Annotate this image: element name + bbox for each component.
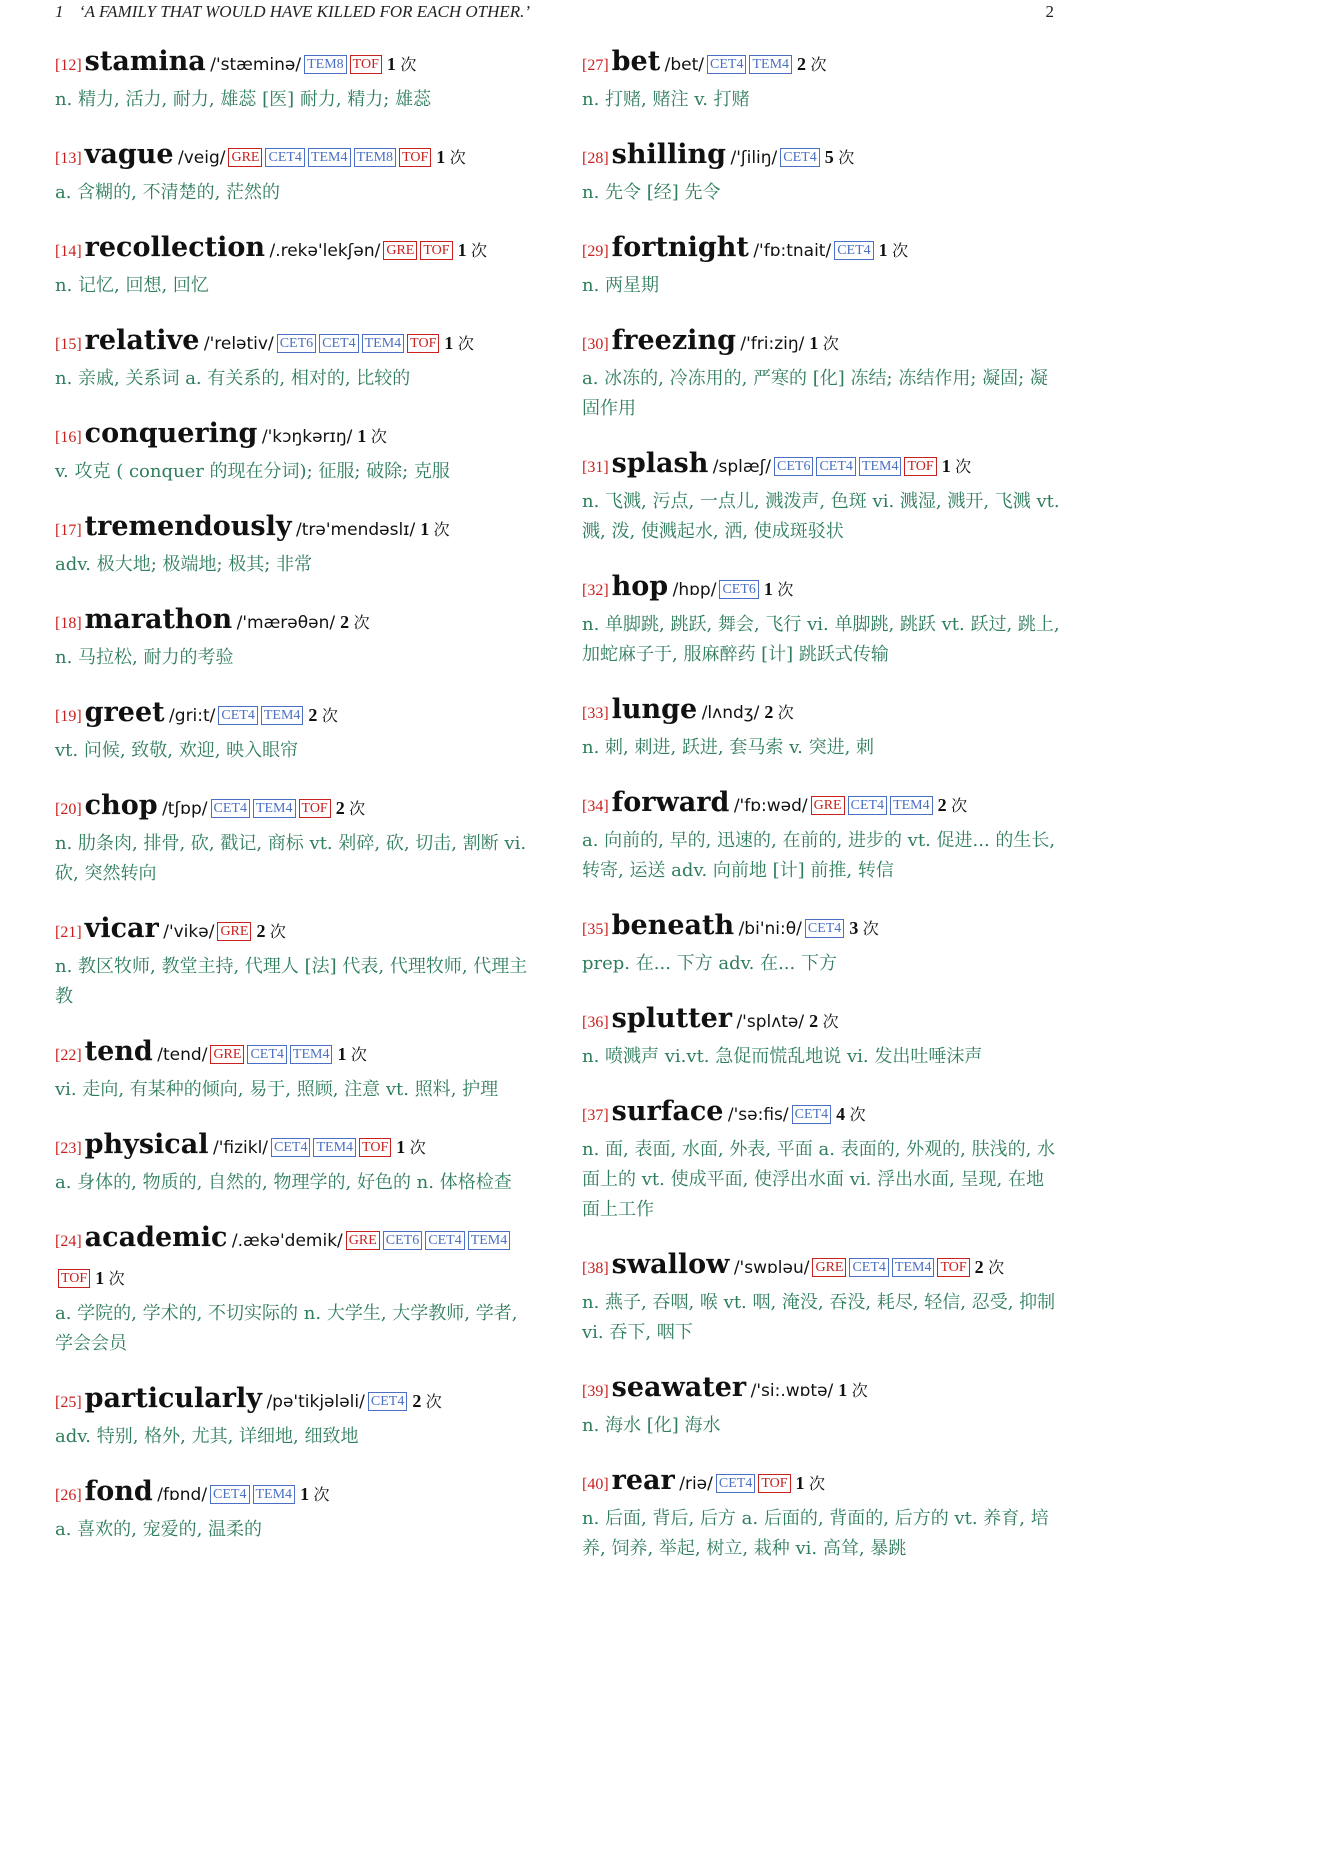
occurrence-count: 3 [849, 918, 859, 938]
entry-index: [37] [582, 1107, 609, 1124]
phonetic: /'si:.wɒtə/ [750, 1381, 834, 1401]
vocab-entry [55, 788, 533, 889]
entry-index: [30] [582, 336, 609, 353]
entry-headline [582, 1463, 1060, 1503]
phonetic: /'relətiv/ [203, 334, 274, 354]
entry-headline [55, 416, 533, 456]
occurrence-count: 2 [937, 795, 947, 815]
exam-tag-tem4: TEM4 [749, 55, 792, 74]
vocab-entry [55, 323, 533, 394]
occurrence-count: 1 [941, 456, 951, 476]
headword: beneath [611, 910, 735, 941]
phonetic: /'fizikl/ [212, 1138, 269, 1158]
vocab-entry [55, 911, 533, 1012]
chapter-title: ‘A FAMILY THAT WOULD HAVE KILLED FOR EACH OTHER.’ [79, 2, 531, 21]
exam-tag-gre: GRE [228, 148, 262, 167]
count-unit: 次 [849, 1105, 866, 1124]
entry-index: [13] [55, 150, 82, 167]
headword: forward [611, 787, 730, 818]
exam-tag-tof: TOF [904, 457, 936, 476]
phonetic: /'sə:fis/ [727, 1105, 789, 1125]
definition: a. 含糊的, 不清楚的, 茫然的 [55, 182, 281, 203]
exam-tag-tem8: TEM8 [304, 55, 347, 74]
occurrence-count: 1 [763, 579, 773, 599]
entry-headline [582, 1001, 1060, 1041]
headword: stamina [84, 46, 206, 77]
exam-tag-tof: TOF [758, 1474, 790, 1493]
entry-headline [582, 323, 1060, 363]
exam-tag-tem4: TEM4 [308, 148, 351, 167]
exam-tag-gre: GRE [383, 241, 417, 260]
exam-tag-cet4: CET4 [425, 1231, 464, 1250]
occurrence-count: 2 [809, 1011, 819, 1031]
occurrence-count: 1 [436, 147, 446, 167]
exam-tag-tem8: TEM8 [354, 148, 397, 167]
exam-tag-cet4: CET4 [805, 919, 844, 938]
exam-tag-cet4: CET4 [780, 148, 819, 167]
entry-index: [14] [55, 243, 82, 260]
definition: n. 单脚跳, 跳跃, 舞会, 飞行 vi. 单脚跳, 跳跃 vt. 跃过, 跳上, 加蛇麻子于, 服麻醉药 [计] 跳跃式传输 [582, 614, 1060, 665]
entry-headline [582, 785, 1060, 825]
headword: fond [84, 1476, 153, 1507]
definition: n. 精力, 活力, 耐力, 雄蕊 [医] 耐力, 精力; 雄蕊 [55, 89, 432, 110]
vocab-entry [55, 695, 533, 766]
phonetic: /tʃɒp/ [162, 799, 208, 819]
vocab-entry [582, 1370, 1060, 1441]
headword: shilling [611, 139, 727, 170]
exam-tag-cet4: CET4 [834, 241, 873, 260]
entry-headline [582, 1370, 1060, 1410]
count-unit: 次 [822, 1012, 839, 1031]
phonetic: /lʌndʒ/ [701, 703, 760, 723]
entry-index: [12] [55, 57, 82, 74]
definition: v. 攻克 ( conquer 的现在分词); 征服; 破除; 克服 [55, 461, 450, 482]
exam-tag-tof: TOF [399, 148, 431, 167]
occurrence-count: 1 [337, 1044, 347, 1064]
phonetic: /.rekə'lekʃən/ [269, 241, 381, 261]
phonetic: /bi'ni:θ/ [738, 919, 802, 939]
phonetic: /riə/ [679, 1474, 713, 1494]
definition: n. 刺, 刺进, 跃进, 套马索 v. 突进, 刺 [582, 737, 875, 758]
occurrence-count: 1 [396, 1137, 406, 1157]
headword: tend [84, 1036, 153, 1067]
entry-headline [55, 1381, 533, 1421]
definition: a. 冰冻的, 冷冻用的, 严寒的 [化] 冻结; 冻结作用; 凝固; 凝固作用 [582, 368, 1048, 419]
headword: vicar [84, 913, 159, 944]
count-unit: 次 [349, 799, 366, 818]
exam-tag-cet4: CET4 [271, 1138, 310, 1157]
entry-headline [55, 509, 533, 549]
entry-headline [55, 1474, 533, 1514]
count-unit: 次 [471, 241, 488, 260]
count-unit: 次 [425, 1392, 442, 1411]
count-unit: 次 [409, 1138, 426, 1157]
entry-index: [16] [55, 429, 82, 446]
occurrence-count: 1 [838, 1380, 848, 1400]
definition: n. 肋条肉, 排骨, 砍, 戳记, 商标 vt. 剁碎, 砍, 切击, 割断 vi. 砍, 突然转向 [55, 833, 527, 884]
headword: splutter [611, 1003, 732, 1034]
headword: marathon [84, 604, 233, 635]
vocab-entry [582, 1094, 1060, 1225]
occurrence-count: 1 [420, 519, 430, 539]
definition: n. 后面, 背后, 后方 a. 后面的, 背面的, 后方的 vt. 养育, 培养, 饲养, 举起, 树立, 栽种 vi. 高耸, 暴跳 [582, 1508, 1049, 1559]
entry-headline [55, 1127, 533, 1167]
definition: a. 向前的, 早的, 迅速的, 在前的, 进步的 vt. 促进... 的生长, 转寄, 运送 adv. 向前地 [计] 前推, 转信 [582, 830, 1056, 881]
right-column [582, 44, 1060, 1586]
entry-index: [15] [55, 336, 82, 353]
exam-tag-cet6: CET6 [774, 457, 813, 476]
exam-tag-cet4: CET4 [319, 334, 358, 353]
headword: swallow [611, 1249, 730, 1280]
entry-index: [27] [582, 57, 609, 74]
vocab-entry [582, 908, 1060, 979]
occurrence-count: 1 [809, 333, 819, 353]
headword: splash [611, 448, 709, 479]
phonetic: /'mærəθən/ [236, 613, 336, 633]
headword: academic [84, 1222, 228, 1253]
definition: n. 喷溅声 vi.vt. 急促而慌乱地说 vi. 发出吐唾沫声 [582, 1046, 983, 1067]
entry-headline [582, 137, 1060, 177]
entry-headline [55, 44, 533, 84]
vocab-entry [582, 137, 1060, 208]
page-number-left: 1 [55, 2, 64, 21]
phonetic: /'splʌtə/ [736, 1012, 805, 1032]
entry-index: [26] [55, 1487, 82, 1504]
definition: n. 两星期 [582, 275, 660, 296]
exam-tag-gre: GRE [811, 796, 845, 815]
entry-headline [582, 230, 1060, 270]
entry-index: [19] [55, 708, 82, 725]
occurrence-count: 2 [764, 702, 774, 722]
count-unit: 次 [433, 520, 450, 539]
entry-index: [17] [55, 522, 82, 539]
vocab-entry [582, 785, 1060, 886]
occurrence-count: 1 [95, 1268, 105, 1288]
exam-tag-cet4: CET4 [849, 1258, 888, 1277]
exam-tag-tem4: TEM4 [892, 1258, 935, 1277]
headword: recollection [84, 232, 266, 263]
entry-index: [35] [582, 921, 609, 938]
vocab-entry [55, 230, 533, 301]
vocab-entry [582, 446, 1060, 547]
entry-headline [55, 1034, 533, 1074]
exam-tag-cet4: CET4 [816, 457, 855, 476]
entry-headline [55, 695, 533, 735]
occurrence-count: 1 [300, 1484, 310, 1504]
entry-headline [582, 1094, 1060, 1134]
exam-tag-tem4: TEM4 [253, 1485, 296, 1504]
exam-tag-tem4: TEM4 [290, 1045, 333, 1064]
entry-index: [39] [582, 1383, 609, 1400]
exam-tag-gre: GRE [217, 922, 251, 941]
definition: n. 海水 [化] 海水 [582, 1415, 721, 1436]
occurrence-count: 1 [357, 426, 367, 446]
entry-headline [582, 44, 1060, 84]
occurrence-count: 1 [878, 240, 888, 260]
count-unit: 次 [892, 241, 909, 260]
vocab-entry [55, 1474, 533, 1545]
definition: n. 打赌, 赌注 v. 打赌 [582, 89, 750, 110]
headword: surface [611, 1096, 724, 1127]
exam-tag-cet4: CET4 [716, 1474, 755, 1493]
vocab-entry [582, 1001, 1060, 1072]
vocab-entry [582, 44, 1060, 115]
occurrence-count: 2 [797, 54, 807, 74]
vocab-entry [582, 569, 1060, 670]
exam-tag-cet4: CET4 [211, 799, 250, 818]
exam-tag-tem4: TEM4 [261, 706, 304, 725]
entry-index: [36] [582, 1014, 609, 1031]
phonetic: /fɒnd/ [157, 1485, 208, 1505]
entry-index: [24] [55, 1233, 82, 1250]
definition: vt. 问候, 致敬, 欢迎, 映入眼帘 [55, 740, 299, 761]
phonetic: /'ʃiliŋ/ [730, 148, 778, 168]
entry-headline [55, 1220, 533, 1298]
entry-headline [582, 692, 1060, 732]
entry-index: [28] [582, 150, 609, 167]
definition: a. 学院的, 学术的, 不切实际的 n. 大学生, 大学教师, 学者, 学会会员 [55, 1303, 518, 1354]
entry-headline [582, 1247, 1060, 1287]
phonetic: /.ækə'demik/ [231, 1231, 343, 1251]
occurrence-count: 2 [340, 612, 350, 632]
vocab-entry [582, 1247, 1060, 1348]
entry-index: [31] [582, 459, 609, 476]
entry-headline [582, 908, 1060, 948]
occurrence-count: 2 [412, 1391, 422, 1411]
headword: hop [611, 571, 669, 602]
occurrence-count: 1 [795, 1473, 805, 1493]
headword: lunge [611, 694, 698, 725]
count-unit: 次 [370, 427, 387, 446]
phonetic: /'fɒ:tnait/ [753, 241, 832, 261]
entry-index: [33] [582, 705, 609, 722]
vocab-entry [55, 1127, 533, 1198]
occurrence-count: 1 [444, 333, 454, 353]
headword: vague [84, 139, 174, 170]
entry-index: [32] [582, 582, 609, 599]
exam-tag-gre: GRE [210, 1045, 244, 1064]
phonetic: /'fɒ:wəd/ [733, 796, 808, 816]
count-unit: 次 [862, 919, 879, 938]
definition: n. 面, 表面, 水面, 外表, 平面 a. 表面的, 外观的, 肤浅的, 水面上的 vt. 使成平面, 使浮出水面 vi. 浮出水面, 呈现, 在地面上工作 [582, 1139, 1056, 1220]
count-unit: 次 [810, 55, 827, 74]
exam-tag-gre: GRE [812, 1258, 846, 1277]
count-unit: 次 [777, 703, 794, 722]
count-unit: 次 [457, 334, 474, 353]
headword: fortnight [611, 232, 749, 263]
headword: particularly [84, 1383, 262, 1414]
exam-tag-tem4: TEM4 [859, 457, 902, 476]
exam-tag-tof: TOF [299, 799, 331, 818]
headword: bet [611, 46, 661, 77]
phonetic: /'kɔŋkərɪŋ/ [261, 427, 353, 447]
definition: n. 飞溅, 污点, 一点儿, 溅泼声, 色斑 vi. 溅湿, 溅开, 飞溅 vt. 溅, 泼, 使溅起水, 洒, 使成斑驳状 [582, 491, 1060, 542]
headword: greet [84, 697, 165, 728]
definition: vi. 走向, 有某种的倾向, 易于, 照顾, 注意 vt. 照料, 护理 [55, 1079, 499, 1100]
vocab-entry [55, 416, 533, 487]
entry-index: [40] [582, 1476, 609, 1493]
entry-headline [55, 602, 533, 642]
occurrence-count: 2 [335, 798, 345, 818]
vocab-entry [55, 44, 533, 115]
headword: relative [84, 325, 200, 356]
exam-tag-cet6: CET6 [719, 580, 758, 599]
definition: adv. 极大地; 极端地; 极其; 非常 [55, 554, 313, 575]
occurrence-count: 2 [256, 921, 266, 941]
phonetic: /bet/ [664, 55, 705, 75]
exam-tag-cet4: CET4 [265, 148, 304, 167]
headword: conquering [84, 418, 258, 449]
entry-index: [22] [55, 1047, 82, 1064]
exam-tag-cet4: CET4 [848, 796, 887, 815]
phonetic: /splæʃ/ [712, 457, 772, 477]
definition: a. 身体的, 物质的, 自然的, 物理学的, 好色的 n. 体格检查 [55, 1172, 512, 1193]
vocab-entry [55, 137, 533, 208]
phonetic: /veig/ [177, 148, 226, 168]
exam-tag-cet4: CET4 [792, 1105, 831, 1124]
count-unit: 次 [808, 1474, 825, 1493]
vocab-entry [55, 602, 533, 673]
definition: n. 教区牧师, 教堂主持, 代理人 [法] 代表, 代理牧师, 代理主教 [55, 956, 528, 1007]
count-unit: 次 [951, 796, 968, 815]
definition: n. 亲戚, 关系词 a. 有关系的, 相对的, 比较的 [55, 368, 411, 389]
definition: n. 记忆, 回想, 回忆 [55, 275, 209, 296]
exam-tag-tem4: TEM4 [313, 1138, 356, 1157]
phonetic: /'fri:ziŋ/ [740, 334, 805, 354]
phonetic: /pə'tikjələli/ [266, 1392, 365, 1412]
entry-headline [55, 137, 533, 177]
exam-tag-cet4: CET4 [218, 706, 257, 725]
occurrence-count: 4 [836, 1104, 846, 1124]
vocab-entry [55, 1381, 533, 1452]
headword: physical [84, 1129, 209, 1160]
vocab-entry [582, 692, 1060, 763]
definition: prep. 在... 下方 adv. 在... 下方 [582, 953, 837, 974]
entry-headline [55, 230, 533, 270]
phonetic: /trə'mendəslɪ/ [296, 520, 416, 540]
count-unit: 次 [269, 922, 286, 941]
entry-index: [38] [582, 1260, 609, 1277]
count-unit: 次 [449, 148, 466, 167]
count-unit: 次 [777, 580, 794, 599]
phonetic: /'vikə/ [163, 922, 215, 942]
exam-tag-tof: TOF [937, 1258, 969, 1277]
phonetic: /hɒp/ [672, 580, 717, 600]
vocab-entry [582, 230, 1060, 301]
exam-tag-tof: TOF [420, 241, 452, 260]
exam-tag-tof: TOF [407, 334, 439, 353]
entry-headline [55, 788, 533, 828]
count-unit: 次 [955, 457, 972, 476]
count-unit: 次 [988, 1258, 1005, 1277]
vocab-entry [55, 1220, 533, 1359]
occurrence-count: 2 [308, 705, 318, 725]
exam-tag-cet4: CET4 [247, 1045, 286, 1064]
entry-index: [34] [582, 798, 609, 815]
entry-headline [55, 911, 533, 951]
headword: seawater [611, 1372, 747, 1403]
count-unit: 次 [838, 148, 855, 167]
entry-headline [582, 446, 1060, 486]
entry-index: [29] [582, 243, 609, 260]
occurrence-count: 1 [386, 54, 396, 74]
exam-tag-cet4: CET4 [210, 1485, 249, 1504]
running-header [55, 2, 1054, 24]
entry-headline [55, 323, 533, 363]
entry-index: [18] [55, 615, 82, 632]
exam-tag-tof: TOF [58, 1269, 90, 1288]
phonetic: /'stæminə/ [210, 55, 302, 75]
entry-index: [23] [55, 1140, 82, 1157]
definition: a. 喜欢的, 宠爱的, 温柔的 [55, 1519, 263, 1540]
exam-tag-cet6: CET6 [277, 334, 316, 353]
entry-index: [20] [55, 801, 82, 818]
headword: chop [84, 790, 158, 821]
headword: tremendously [84, 511, 292, 542]
exam-tag-cet6: CET6 [383, 1231, 422, 1250]
exam-tag-tem4: TEM4 [253, 799, 296, 818]
count-unit: 次 [108, 1269, 125, 1288]
vocab-entry [582, 323, 1060, 424]
vocab-entry [55, 1034, 533, 1105]
exam-tag-tem4: TEM4 [468, 1231, 511, 1250]
definition: n. 马拉松, 耐力的考验 [55, 647, 234, 668]
count-unit: 次 [350, 1045, 367, 1064]
exam-tag-gre: GRE [346, 1231, 380, 1250]
exam-tag-tem4: TEM4 [890, 796, 933, 815]
entry-index: [21] [55, 924, 82, 941]
definition: n. 先令 [经] 先令 [582, 182, 721, 203]
definition: adv. 特别, 格外, 尤其, 详细地, 细致地 [55, 1426, 359, 1447]
count-unit: 次 [313, 1485, 330, 1504]
count-unit: 次 [851, 1381, 868, 1400]
count-unit: 次 [321, 706, 338, 725]
exam-tag-tem4: TEM4 [362, 334, 405, 353]
phonetic: /tend/ [157, 1045, 208, 1065]
phonetic: /gri:t/ [169, 706, 216, 726]
exam-tag-cet4: CET4 [368, 1392, 407, 1411]
exam-tag-tof: TOF [359, 1138, 391, 1157]
exam-tag-cet4: CET4 [707, 55, 746, 74]
count-unit: 次 [353, 613, 370, 632]
vocab-entry [582, 1463, 1060, 1564]
count-unit: 次 [400, 55, 417, 74]
exam-tag-tof: TOF [350, 55, 382, 74]
headword: rear [611, 1465, 675, 1496]
phonetic: /'swɒləu/ [733, 1258, 810, 1278]
occurrence-count: 2 [974, 1257, 984, 1277]
occurrence-count: 1 [457, 240, 467, 260]
left-column [55, 44, 533, 1567]
occurrence-count: 5 [824, 147, 834, 167]
count-unit: 次 [822, 334, 839, 353]
page-number-right: 2 [1045, 2, 1054, 21]
headword: freezing [611, 325, 736, 356]
entry-index: [25] [55, 1394, 82, 1411]
vocab-entry [55, 509, 533, 580]
entry-headline [582, 569, 1060, 609]
definition: n. 燕子, 吞咽, 喉 vt. 咽, 淹没, 吞没, 耗尽, 轻信, 忍受, 抑制 vi. 吞下, 咽下 [582, 1292, 1056, 1343]
